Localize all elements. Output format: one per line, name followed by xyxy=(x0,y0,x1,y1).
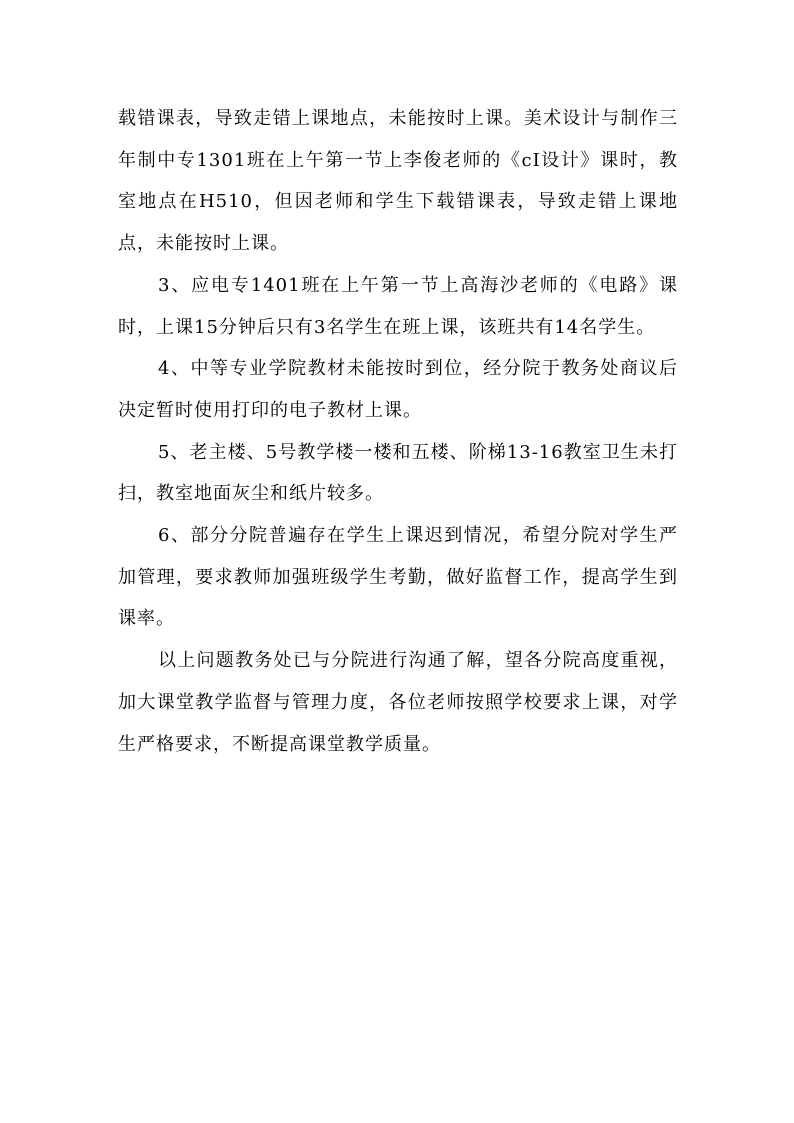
paragraph-item-5: 5、老主楼、5号教学楼一楼和五楼、阶梯13-16教室卫生未打扫，教室地面灰尘和纸片较多。 xyxy=(118,441,678,505)
document-body xyxy=(118,98,678,765)
paragraph-item-3: 3、应电专1401班在上午第一节上高海沙老师的《电路》课时，上课15分钟后只有3名学生在班上课，该班共有14名学生。 xyxy=(118,274,678,338)
paragraph-conclusion: 以上问题教务处已与分院进行沟通了解，望各分院高度重视，加大课堂教学监督与管理力度，各位老师按照学校要求上课，对学生严格要求，不断提高课堂教学质量。 xyxy=(118,650,678,755)
paragraph-item-4: 4、中等专业学院教材未能按时到位，经分院于教务处商议后决定暂时使用打印的电子教材上课。 xyxy=(118,358,678,421)
paragraph-item-6: 6、部分分院普遍存在学生上课迟到情况，希望分院对学生严加管理，要求教师加强班级学生考勤，做好监督工作，提高学生到课率。 xyxy=(118,525,678,630)
paragraph-continuation: 载错课表，导致走错上课地点，未能按时上课。美术设计与制作三年制中专1301班在上午第一节上李俊老师的《cI设计》课时，教室地点在H510，但因老师和学生下载错课表，导致走错上课地点，未能按时上课。 xyxy=(118,108,678,255)
